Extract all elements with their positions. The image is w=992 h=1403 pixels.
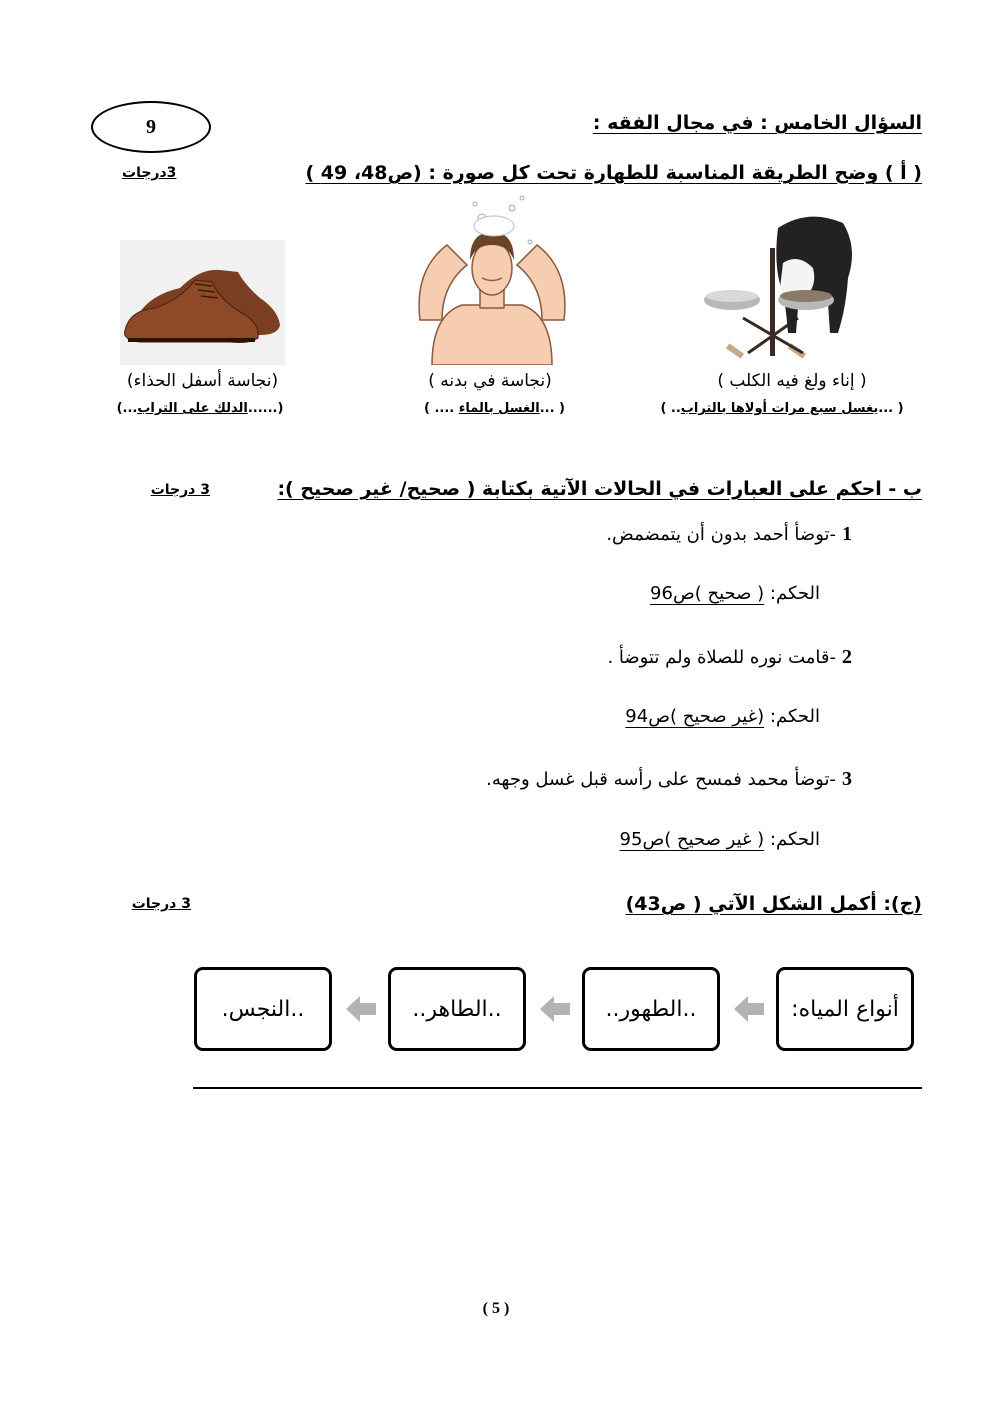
- man-washing-image: [412, 190, 572, 365]
- part-a-marks: 3درجات: [122, 165, 177, 181]
- answer-man-text: الغسل بالماء: [458, 401, 540, 416]
- verdict-3: [620, 829, 820, 850]
- statement-2-number: 2: [842, 646, 852, 668]
- answer-shoe-pre: (......: [247, 401, 284, 416]
- page-number: ( 5 ): [482, 1300, 510, 1317]
- part-c-marks: 3 درجات: [131, 896, 191, 912]
- box-water-types: أنواع المياه:: [776, 967, 914, 1051]
- verdict-1-label: الحكم:: [769, 583, 820, 604]
- answer-shoe: [110, 401, 290, 416]
- arrow-left-icon: [540, 996, 570, 1022]
- verdict-2-page: ص94: [625, 706, 670, 727]
- section-title: السؤال الخامس : في مجال الفقه :: [592, 112, 922, 134]
- answer-man-post: .... ): [424, 401, 459, 416]
- statement-1-number: 1: [842, 523, 852, 545]
- shoe-illustration: [120, 240, 285, 365]
- verdict-3-value: ( غير صحيح ): [664, 829, 765, 850]
- answer-shoe-text: الدلك على التراب: [137, 401, 248, 416]
- verdict-2-label: الحكم:: [769, 706, 820, 727]
- part-b-marks: 3 درجات: [150, 482, 210, 498]
- answer-shoe-post: ...): [116, 401, 138, 416]
- score-oval: [91, 101, 211, 153]
- answer-man-pre: ( ...: [539, 401, 565, 416]
- score-value: 9: [146, 115, 156, 138]
- verdict-2: [625, 706, 820, 727]
- verdict-1-page: ص96: [650, 583, 695, 604]
- answer-dog-post: .. ): [660, 401, 681, 416]
- verdict-1-value: ( صحيح ): [694, 583, 765, 604]
- part-a-question: ( أ ) وضح الطريقة المناسبة للطهارة تحت كل صورة : (ص48، 49 ): [305, 162, 922, 184]
- caption-shoe: (نجاسة أسفل الحذاء): [126, 371, 279, 391]
- statement-1-text: -توضأ أحمد بدون أن يتمضمض.: [606, 524, 836, 545]
- statement-3-number: 3: [842, 768, 852, 790]
- box-tahur: ..الطهور..: [582, 967, 720, 1051]
- section-divider: [193, 1087, 922, 1089]
- verdict-3-page: ص95: [619, 829, 665, 850]
- dog-eating-image: [688, 208, 858, 368]
- caption-dog: ( إناء ولغ فيه الكلب ): [717, 371, 867, 391]
- statement-1: [606, 523, 852, 546]
- arrow-left-icon: [734, 996, 764, 1022]
- verdict-1: [650, 583, 820, 604]
- box-tahir: ..الطاهر..: [388, 967, 526, 1051]
- box-najis: ..النجس.: [194, 967, 332, 1051]
- answer-man: [412, 401, 577, 416]
- part-b-question: ب - احكم على العبارات في الحالات الآتية بكتابة ( صحيح/ غير صحيح ):: [277, 478, 922, 500]
- caption-man: (نجاسة في بدنه ): [428, 371, 552, 391]
- verdict-2-value: (غير صحيح ): [669, 706, 765, 727]
- statement-3-text: -توضأ محمد فمسح على رأسه قبل غسل وجهه.: [486, 769, 836, 790]
- verdict-3-label: الحكم:: [769, 829, 820, 850]
- statement-3: [486, 768, 852, 791]
- shoe-image: [120, 240, 285, 365]
- answer-dog-text: يغسل سبع مرات أولاها بالتراب: [680, 401, 879, 416]
- answer-dog-pre: ( ...: [878, 401, 904, 416]
- statement-2-text: -قامت نوره للصلاة ولم تتوضأ .: [607, 647, 836, 668]
- statement-2: [607, 646, 852, 669]
- answer-dog: [652, 401, 912, 416]
- part-c-question: (ج): أكمل الشكل الآتي ( ص43): [625, 893, 922, 915]
- man-washing-illustration: [412, 190, 572, 365]
- dog-eating-illustration: [688, 208, 858, 368]
- arrow-left-icon: [346, 996, 376, 1022]
